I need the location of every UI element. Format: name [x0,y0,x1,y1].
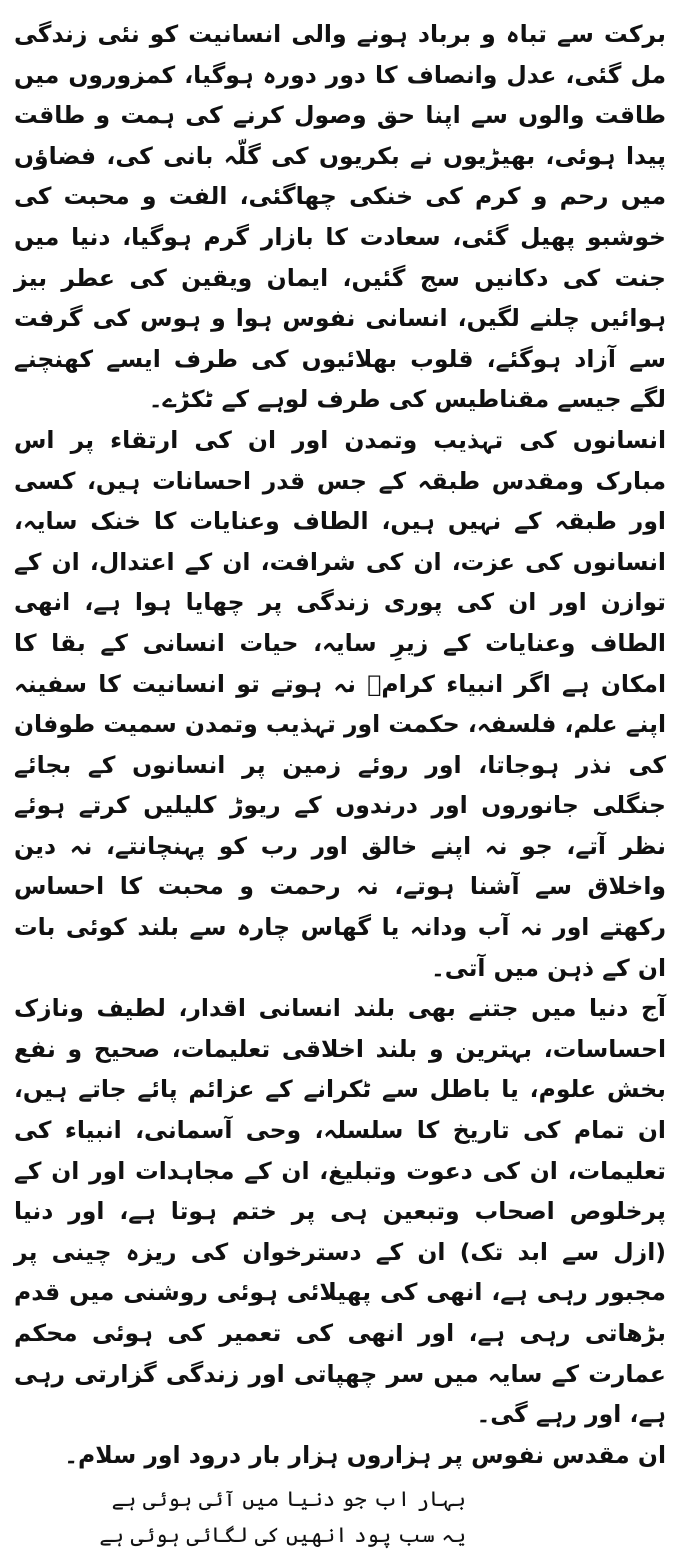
poem-line-1: بہار اب جو دنیا میں آئی ہوئی ہے [111,1487,466,1512]
poem-line-2: یہ سب پود انھیں کی لگائی ہوئی ہے [99,1523,466,1548]
paragraph-4: ان مقدس نفوس پر ہزاروں ہزار بار درود اور سلام۔ [64,1440,666,1469]
paragraph-2: انسانوں کی تہذیب وتمدن اور ان کی ارتقاء پر اس مبارک ومقدس طبقہ کے جس قدر احسانات ہیں، کسی اور طبقہ کے نہیں ہیں، الطاف وعنایات کا خنک سایہ، انسانوں کی عزت، ان کی شرافت، ان کے اعتدال، ان کے توازن اور ان کی پوری زندگی پر چھایا ہوا ہے، انھی الطاف وعنایات کے زیرِ سایہ، حیات انسانی کے بقا کا امکان ہے اگر انبیاء کرامؑ نہ ہوتے تو انسانیت کا سفینہ اپنے علم، فلسفہ، حکمت اور تہذیب وتمدن سمیت طوفان کی نذر ہوجاتا، اور روئے زمین پر انسانوں کے بجائے جنگلی جانوروں اور درندوں کے ریوڑ کلیلیں کرتے ہوئے نظر آتے، جو نہ اپنے خالق اور رب کو پہنچانتے، نہ دین واخلاق سے آشنا ہوتے، نہ رحمت و محبت کا احساس رکھتے اور نہ آب ودانہ یا گھاس چارہ سے بلند کوئی بات ان کے ذہن میں آتی۔ [14,425,666,982]
paragraph-3: آج دنیا میں جتنے بھی بلند انسانی اقدار، لطیف ونازک احساسات، بہترین و بلند اخلاقی تعلیمات، صحیح و نفع بخش علوم، یا باطل سے ٹکرانے کے عزائم پائے جاتے ہیں، ان تمام کی تاریخ کا سلسلہ، وحی آسمانی، انبیاء کی تعلیمات، ان کی دعوت وتبلیغ، ان کے مجاہدات اور ان کے پرخلوص اصحاب وتبعین ہی پر ختم ہوتا ہے، اور دنیا (ازل سے ابد تک) ان کے دسترخوان کی ریزہ چینی پر مجبور رہی ہے، انھی کی پھیلائی ہوئی روشنی میں قدم بڑھاتی رہی ہے، اور انھی کی تعمیر کی ہوئی محکم عمارت کے سایہ میں سر چھپاتی اور زندگی گزارتی رہی ہے، اور رہے گی۔ [14,994,666,1429]
paragraph-1: برکت سے تباہ و برباد ہونے والی انسانیت کو نئی زندگی مل گئی، عدل وانصاف کا دور دورہ ہوگیا، کمزوروں میں طاقت والوں سے اپنا حق وصول کرنے کی ہمت و طاقت پیدا ہوئی، بھیڑیوں نے بکریوں کی گلّہ بانی کی، فضاؤں میں رحم و کرم کی خنکی چھاگئی، الفت و محبت کی خوشبو پھیل گئی، سعادت کا بازار گرم ہوگیا، دنیا میں جنت کی دکانیں سج گئیں، ایمان ویقین کی عطر بیز ہوائیں چلنے لگیں، انسانی نفوس ہوا و ہوس کی گرفت سے آزاد ہوگئے، قلوب بھلائیوں کی طرف ایسے کھنچنے لگے جیسے مقناطیس کی طرف لوہے کے ٹکڑے۔ [14,20,666,414]
poem-couplet [14,1481,666,1553]
